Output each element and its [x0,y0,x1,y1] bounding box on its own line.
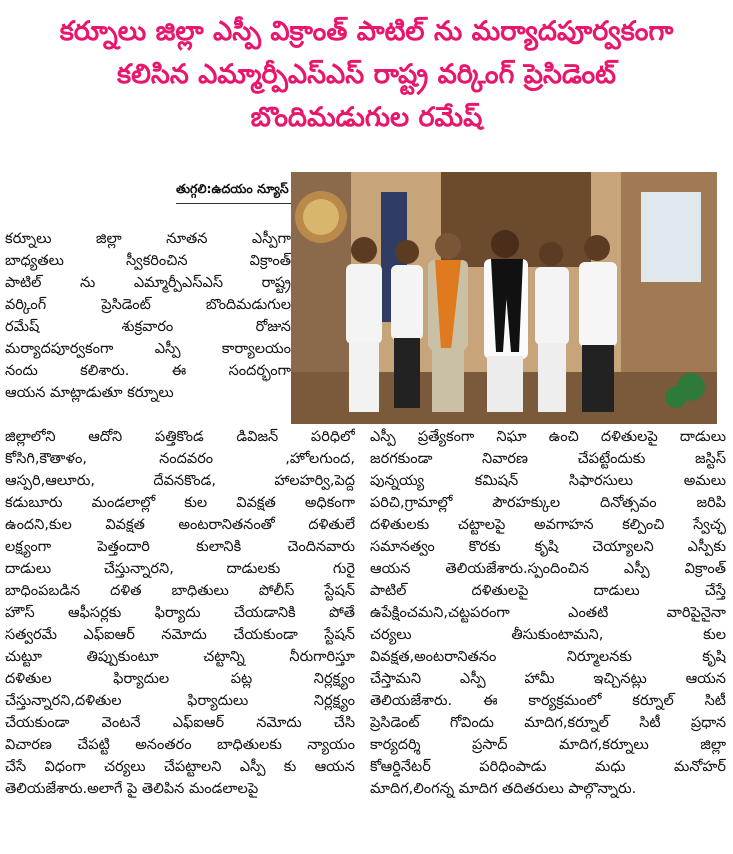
text-line: తెలియజేశారు.అలాగే పై తెలిపిన మండలాలపై [5,781,259,797]
text-line: విచారణ చేపట్టి అనంతరం బాధితులకు న్యాయం [5,737,355,753]
text-line: బాధ్యతలు స్వీకరించిన విక్రాంత్ [5,253,291,269]
text-line: చర్యలు తీసుకుంటామని, కుల [370,627,726,643]
text-line: వర్కింగ్ ప్రెసిడెంట్ బొందిమడుగుల [5,297,291,313]
text-line: రమేష్ శుక్రవారం రోజున [5,319,291,335]
text-line: ఆస్పరి,ఆలూరు, దేవనకొండ, హాలహర్వి,పెద్ద [5,473,355,489]
intro-column [5,228,291,404]
left-column [5,426,355,800]
text-line: చేస్తున్నారని,దళితుల ఫిర్యాదులు నిర్లక్ష్యం [5,693,355,709]
headline-line-2: కలిసిన ఎమ్మార్పీఎస్ఎస్ రాష్ట్ర వర్కింగ్ ప్రెసిడెంట్ [116,59,616,90]
news-photo [291,172,717,424]
text-line: ఆయన మాట్లాడుతూ కర్నూలు [5,385,174,401]
headline-line-3: బొందిమడుగుల రమేష్ [250,102,483,133]
text-line: ఉందని,కుల వివక్షత అంటరానితనంతో దళితులే [5,517,355,533]
text-line: పున్నయ్య కమిషన్ సిఫారసులు అమలు [370,473,726,489]
text-line: ప్రెసిడెంట్ గోవిందు మాదిగ,కర్నూల్ సిటీ ప్రధాన [370,715,726,731]
text-line: హౌస్ ఆఫీసర్లకు ఫిర్యాదు చేయడానికి పోతే [5,605,355,621]
text-line: మాదిగ,లింగన్న మాదిగ తదితరులు పాల్గొన్నారు. [370,781,637,797]
text-line: వివక్షత,అంటరానితనం నిర్మూలనకు కృషి [370,649,726,665]
text-line: పరిచి,గ్రామాల్లో పౌరహక్కుల దినోత్సవం జరిపి [370,495,726,511]
text-line: తెలియజేశారు. ఈ కార్యక్రమంలో కర్నూల్ సిటీ [370,693,726,709]
text-line: కోసిగి,కౌతాళం, నందవరం ,హోలగుంద, [5,451,355,467]
text-line: మర్యాదపూర్వకంగా ఎస్పీ కార్యాలయం [5,341,291,357]
text-line: కర్నూలు జిల్లా నూతన ఎస్పీగా [5,231,291,247]
text-line: ఎస్పీ ప్రత్యేకంగా నిఘా ఉంచి దళితులపై దాడులు [370,429,726,445]
text-line: సమానత్వం కొరకు కృషి చెయ్యాలని ఎస్పీకు [370,539,726,555]
text-line: పాటిల్ దళితులపై దాడులు చేస్తే [370,583,726,599]
text-line: ఉపేక్షించమని,చట్టపరంగా ఎంతటి వారిపైనైనా [370,605,726,621]
text-line: చుట్టూ తిప్పుకుంటూ చట్టాన్ని నీరుగారిస్తూ [5,649,355,665]
right-column [370,426,726,800]
text-line: పాటిల్ ను ఎమ్మార్పీఎస్ఎస్ రాష్ట్ర [5,275,291,291]
text-line: చేయకుండా వెంటనే ఎఫ్ఐఆర్ నమోదు చేసి [5,715,355,731]
text-line: కార్యదర్శి ప్రసాద్ మాదిగ,కర్నూలు జిల్లా [370,737,726,753]
text-line: దాడులు చేస్తున్నారని, దాడులకు గురై [5,561,355,577]
text-line: లక్ష్యంగా పెత్తందారి కులానికి చెందినవారు [5,539,355,555]
text-line: ఆయన తెలియజేశారు.స్పందించిన ఎస్పీ విక్రాంత్ [370,561,726,577]
text-line: కడుబూరు మండలాల్లో కుల వివక్షత అధికంగా [5,495,355,511]
text-line: బాధింపబడిన దళిత బాధితులు పోలీస్ స్టేషన్ [5,583,355,599]
headline-line-1: కర్నూలు జిల్లా ఎస్పీ విక్రాంత్ పాటిల్ ను మర్యాదపూర్వకంగా [59,16,674,47]
text-line: నందు కలిశారు. ఈ సందర్భంగా [5,363,291,379]
text-line: కోఆర్డినేటర్ పరిధింపాడు మధు మనోహర్ [370,759,726,775]
text-line: చేస్తామని ఎస్పీ హామీ ఇచ్చినట్లు ఆయన [370,671,726,687]
text-line: జరగకుండా నివారణ చేపట్టేందుకు జస్టిస్ [370,451,726,467]
text-line: సత్వరమే ఎఫ్ఐఆర్ నమోదు చేయకుండా స్టేషన్ [5,627,355,643]
group-photo-illustration [291,172,717,424]
headline [0,10,733,139]
text-line: దళితులకు చట్టాలపై అవగాహన కల్పించి స్వేచ్ఛ [370,517,726,533]
text-line: దళితుల ఫిర్యాదుల పట్ల నిర్లక్ష్యం [5,671,355,687]
text-line: చేసే విధంగా చర్యలు చేపట్టాలని ఎస్పీ కు ఆయన [5,759,355,775]
text-line: జిల్లాలోని ఆదోని పత్తికొండ డివిజన్ పరిధిలో [5,429,355,445]
dateline: తుగ్గలి:ఉదయం న్యూస్ [176,181,289,196]
